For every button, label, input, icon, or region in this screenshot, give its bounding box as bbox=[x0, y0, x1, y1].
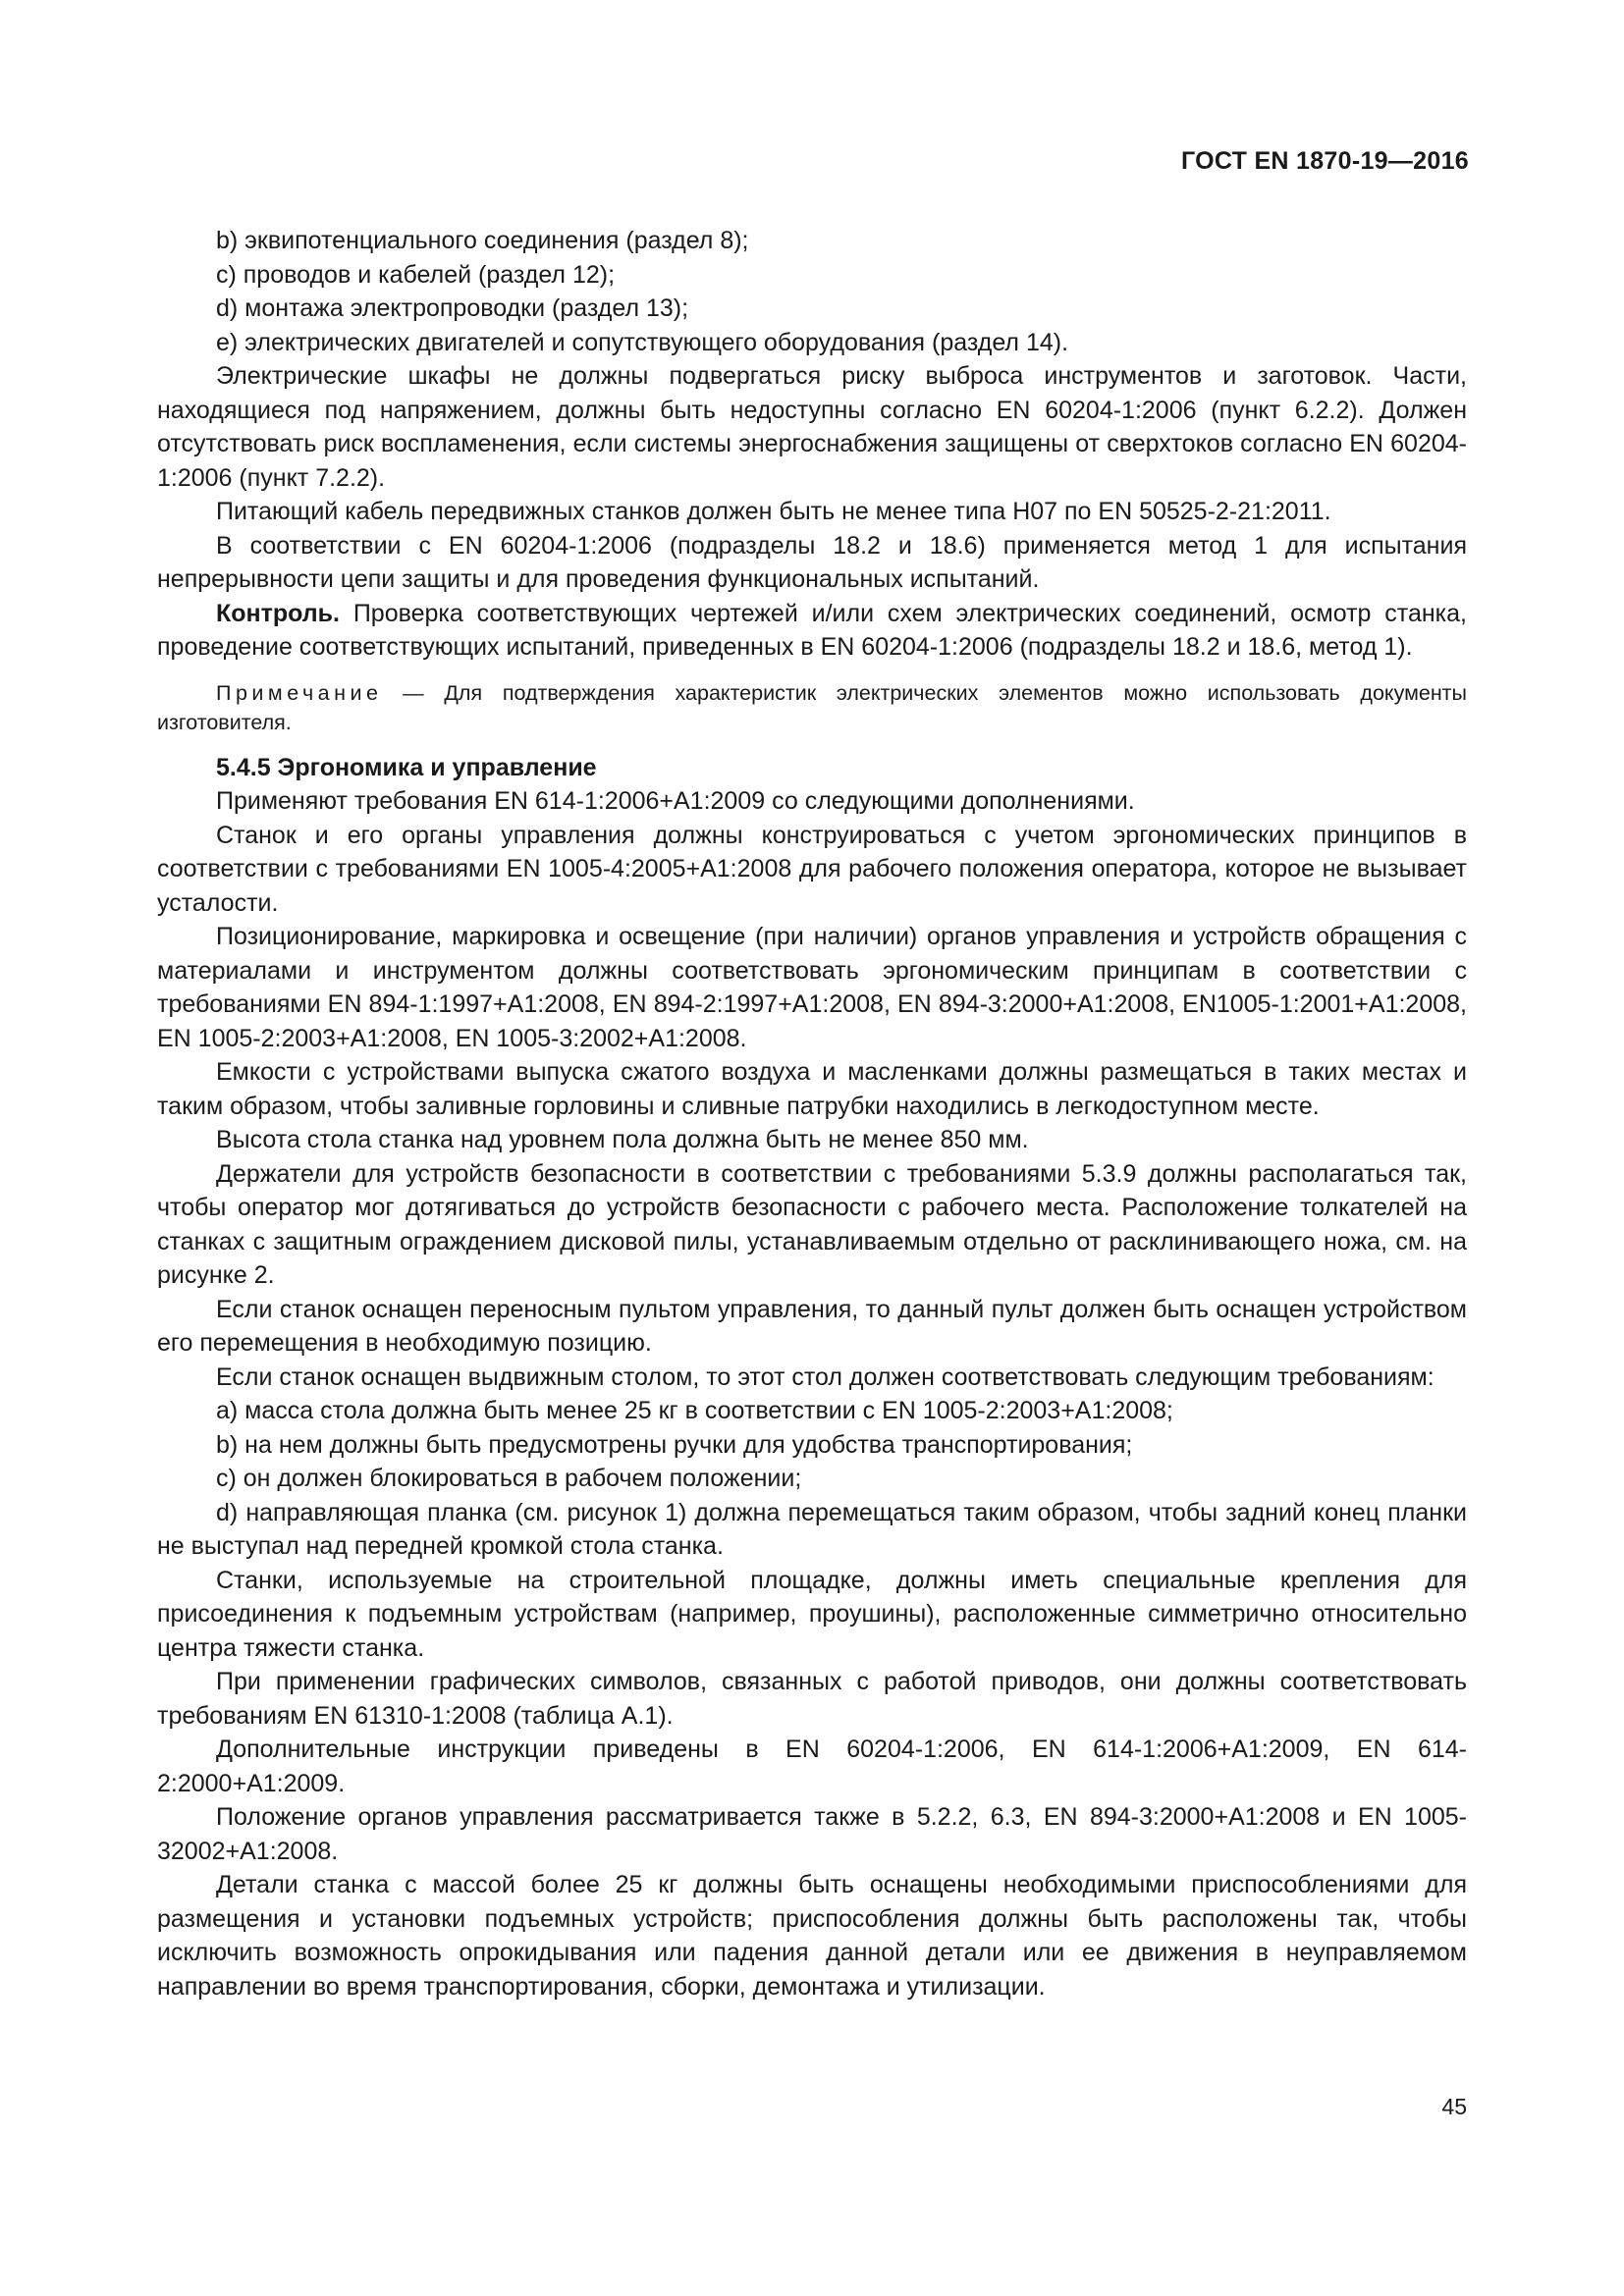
paragraph: Держатели для устройств безопасности в соответствии с требованиями 5.3.9 должны располагаться так, чтобы оператор мог дотягиваться до устройств безопасности с рабочего места. Расположение толкателей на станках с защитным ограждением дисковой пилы, устанавливаемым отдельно от расклинивающего ножа, см. на рисунке 2. bbox=[157, 1159, 1467, 1289]
section-title: 5.4.5 Эргономика и управление bbox=[216, 753, 597, 781]
document-body bbox=[157, 224, 1467, 2003]
paragraph: Если станок оснащен переносным пультом управления, то данный пульт должен быть оснащен устройством его перемещения в необходимую позицию. bbox=[157, 1295, 1467, 1357]
control-label: Контроль. bbox=[216, 599, 340, 627]
paragraph: В соответствии с EN 60204-1:2006 (подразделы 18.2 и 18.6) применяется метод 1 для испытания непрерывности цепи защиты и для проведения функциональных испытаний. bbox=[157, 531, 1467, 593]
paragraph: Станки, используемые на строительной площадке, должны иметь специальные крепления для присоединения к подъемным устройствам (например, проушины), расположенные симметрично относительно центра тяжести станка. bbox=[157, 1566, 1467, 1662]
paragraph: Если станок оснащен выдвижным столом, то этот стол должен соответствовать следующим требованиям: bbox=[216, 1362, 1435, 1391]
page-header-standard-id: ГОСТ EN 1870-19—2016 bbox=[1181, 147, 1469, 175]
note bbox=[157, 678, 1467, 737]
list-item: d) монтажа электропроводки (раздел 13); bbox=[216, 294, 689, 322]
paragraph: Станок и его органы управления должны конструироваться с учетом эргономических принципов в соответствии с требованиями EN 1005-4:2005+A1:2008 для рабочего положения оператора, которое не вызывает усталости. bbox=[157, 821, 1467, 917]
paragraph: Высота стола станка над уровнем пола должна быть не менее 850 мм. bbox=[216, 1126, 1029, 1153]
paragraph: При применении графических символов, связанных с работой приводов, они должны соответствовать требованиям EN 61310-1:2008 (таблица A.1). bbox=[157, 1668, 1467, 1730]
paragraph: Дополнительные инструкции приведены в EN 60204-1:2006, EN 614-1:2006+A1:2009, EN 614-2:2000+A1:2009. bbox=[157, 1735, 1467, 1797]
paragraph: Детали станка с массой более 25 кг должны быть оснащены необходимыми приспособлениями для размещения и установки подъемных устройств; приспособления должны быть расположены так, чтобы исключить возможность опрокидывания или падения данной детали или ее движения в неуправляемом направлении во время транспортирования, сборки, демонтажа и утилизации. bbox=[157, 1871, 1467, 2001]
control-text: Проверка соответствующих чертежей и/или схем электрических соединений, осмотр станка, проведение соответствующих испытаний, приведенных в EN 60204-1:2006 (подразделы 18.2 и 18.6, метод 1). bbox=[157, 599, 1467, 661]
list-item: b) на нем должны быть предусмотрены ручки для удобства транспортирования; bbox=[216, 1430, 1133, 1459]
list-item: c) проводов и кабелей (раздел 12); bbox=[216, 260, 616, 289]
list-item: c) он должен блокироваться в рабочем положении; bbox=[216, 1465, 802, 1492]
list-item: d) направляющая планка (см. рисунок 1) должна перемещаться таким образом, чтобы задний конец планки не выступал над передней кромкой стола станка. bbox=[157, 1498, 1467, 1560]
control-paragraph bbox=[157, 597, 1467, 665]
paragraph: Применяют требования EN 614-1:2006+A1:2009 со следующими дополнениями. bbox=[216, 787, 1135, 815]
paragraph: Положение органов управления рассматривается также в 5.2.2, 6.3, EN 894-3:2000+A1:2008 и EN 1005-32002+A1:2008. bbox=[157, 1803, 1467, 1865]
list-item: e) электрических двигателей и сопутствующего оборудования (раздел 14). bbox=[216, 328, 1069, 356]
list-item: a) масса стола должна быть менее 25 кг в соответствии с EN 1005-2:2003+A1:2008; bbox=[216, 1397, 1173, 1424]
paragraph: Емкости с устройствами выпуска сжатого воздуха и масленками должны размещаться в таких местах и таким образом, чтобы заливные горловины и сливные патрубки находились в легкодоступном месте. bbox=[157, 1058, 1467, 1120]
paragraph: Электрические шкафы не должны подвергаться риску выброса инструментов и заготовок. Части, находящиеся под напряжением, должны быть недоступны согласно EN 60204-1:2006 (пункт 6.2.2). Должен отсутствовать риск воспламенения, если системы энергоснабжения защищены от сверхтоков согласно EN 60204-1:2006 (пункт 7.2.2). bbox=[157, 362, 1467, 492]
list-item: b) эквипотенциального соединения (раздел 8); bbox=[216, 227, 749, 254]
paragraph: Питающий кабель передвижных станков должен быть не менее типа H07 по EN 50525-2-21:2011. bbox=[216, 498, 1331, 525]
page-number: 45 bbox=[1441, 2094, 1467, 2119]
note-text: — Для подтверждения характеристик электрических элементов можно использовать документы изготовителя. bbox=[157, 680, 1467, 734]
paragraph: Позиционирование, маркировка и освещение (при наличии) органов управления и устройств обращения с материалами и инструментом должны соответствовать эргономическим принципам в соответствии с требованиями EN 894-1:1997+A1:2008, EN 894-2:1997+A1:2008, EN 894-3:2000+A1:2008, EN1005-1:2001+A1:2008, EN 1005-2:2003+A1:2008, EN 1005-3:2002+A1:2008. bbox=[157, 923, 1467, 1052]
note-label: Примечание bbox=[216, 680, 383, 705]
